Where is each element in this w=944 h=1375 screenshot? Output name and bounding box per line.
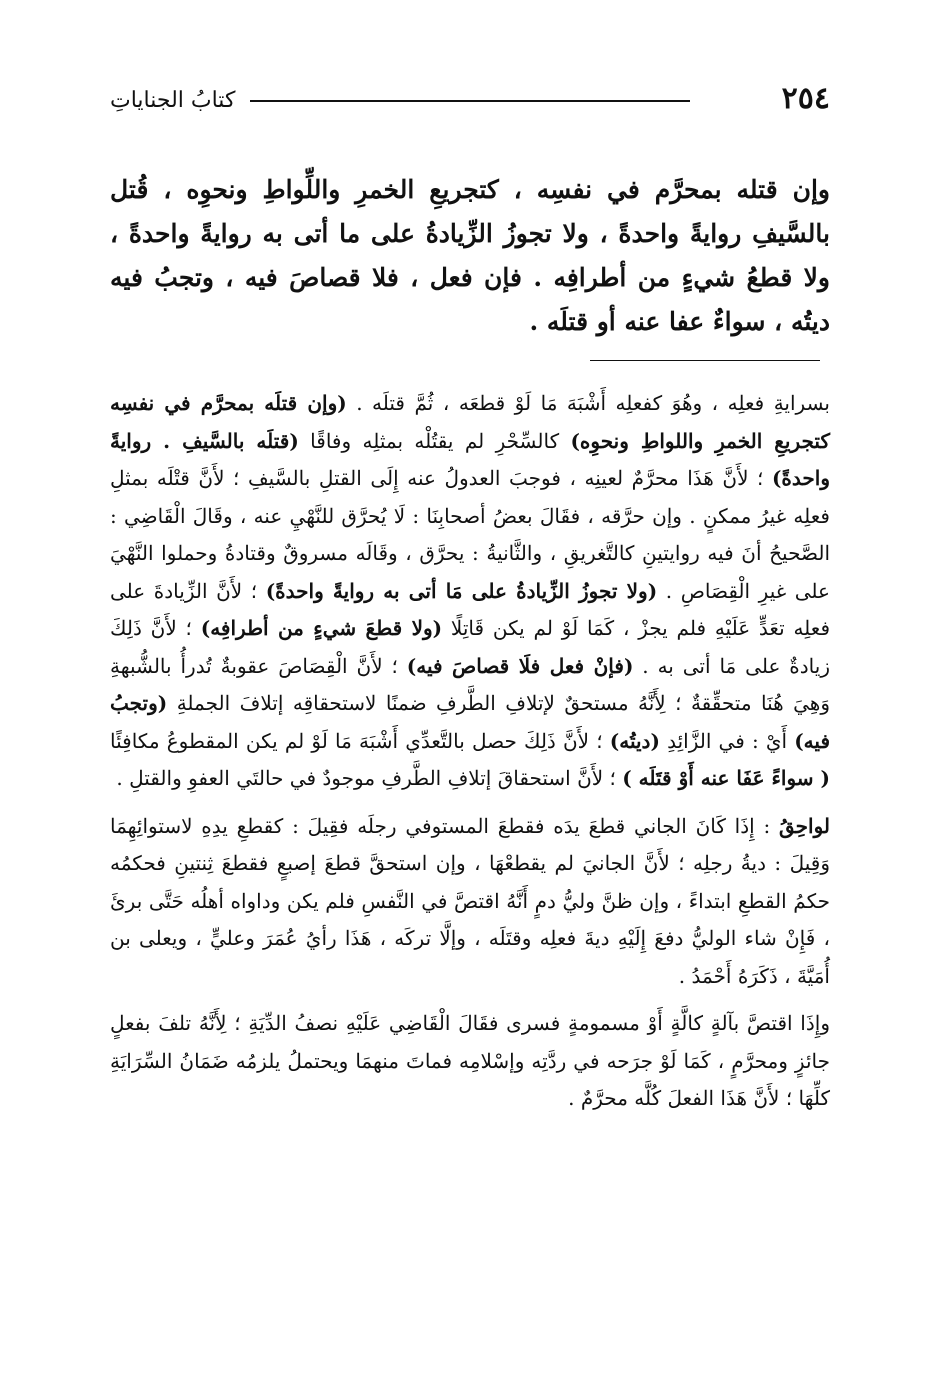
matn-quote: (ولا تجوزُ الزِّيادةُ على مَا أتى به روايةً واحدةً) bbox=[265, 578, 658, 603]
matn-quote: (ديتُه) bbox=[609, 728, 660, 753]
matn-quote: (وإن قتلَه بمحرَّم في نفسِه كتجريعِ الخمرِ واللواطِ ونحوِه) bbox=[110, 391, 830, 453]
commentary-text: ؛ لأَنَّ هَذَا محرَّمٌ لعينِه ، فوجبَ العدولُ عنه إِلَى القتلِ بالسَّيفِ ؛ لأَنَّ قتْلَه بمثلِ فعلِه غيرُ ممكنٍ . وإن حرَّقه ، فقَالَ بعضُ أصحابِنَا : لَا يُحرَّق للنَّهْيِ عنه ، وقَالَ الْقَاضِي : الصَّحيحُ أنَ فيه روايتينِ كالتَّغريقِ ، والثَّانيةُ : يحرَّق ، وقَالَه مسروقٌ وقتادةُ وحملوا النَّهْيَ على غيرِ الْقِصَاصِ . bbox=[110, 466, 830, 603]
commentary-text: بسرايةِ فعلِه ، وهُوَ كفعلِه أَشْبَهَ مَا لَوْ قطعَه ، ثُمَّ قتلَه . bbox=[346, 391, 830, 415]
sharh-text bbox=[110, 385, 830, 1128]
commentary-text: أَيْ : في الزَّائِدِ bbox=[659, 728, 795, 753]
matn-quote: (فإنْ فعل فلَا قصاصَ فيه) bbox=[406, 653, 634, 678]
sharh-paragraph-1 bbox=[110, 385, 830, 798]
sharh-paragraph-2 bbox=[110, 808, 830, 996]
commentary-text: ؛ لأَنَّ ذَلِكَ زيادةٌ على مَا أتى به . bbox=[110, 616, 830, 678]
matn-quote: (وتجبُ فيه) bbox=[110, 691, 830, 753]
footnote-separator bbox=[590, 360, 820, 361]
header-rule bbox=[250, 100, 690, 102]
matn-text bbox=[110, 168, 830, 344]
commentary-text: ؛ لأَنَّ ذَلِكَ حصل بالتَّعدِّي أَشْبَهَ مَا لَوْ لم يكن المقطوعُ مكافِئًا bbox=[110, 728, 610, 753]
commentary-text: ؛ لأَنَّ الْقِصَاصَ عقوبةٌ تُدرأُ بالشُّبهةِ وَهِيَ هُنَا متحقِّقةٌ ؛ لِأَنَّهُ مستحقٌ لإتلافِ الطَّرفِ ضمنًا لاستحقاقِه إتلافَ الجملةِ bbox=[110, 653, 830, 715]
sharh-paragraph-3: وإِذَا اقتصَّ بآلةٍ كالَّةٍ أَوْ مسمومةٍ فسرى فقَالَ الْقَاضِي عَلَيْهِ نصفُ الدِّيَةِ ؛ لِأَنَّهُ تلفَ بفعلٍ جائزٍ ومحرَّمٍ ، كَمَا لَوْ جرَحه في ردَّتِه وإسْلامِه فماتَ منهمَا ويحتملُ يلزمُه ضَمَانُ السِّرَايَةِ كلِّهَا ؛ لأَنَّ هَذَا الفعلَ كُلَّه محرَّمٌ . bbox=[110, 1011, 830, 1110]
matn-quote: (قتلَه بالسَّيفِ . روايةً واحدةً) bbox=[110, 428, 830, 490]
commentary-text: كالسِّحْرِ لم يقتُلْه بمثلِه وفاقًا bbox=[298, 428, 571, 453]
page-number: ٢٥٤ bbox=[781, 81, 830, 116]
commentary-text: ؛ لأَنَّ الزِّيادةَ على فعلِه تعَدٍّ عَلَيْهِ فلم يجزْ ، كَمَا لَوْ لم يكن قَاتِلًا bbox=[110, 578, 831, 640]
commentary-text: : إِذَا كَانَ الجاني قطعَ يدَه فقطعَ المستوفي رجلَه فقِيلَ : كقطعِ يدِهِ لاستوائِهِمَا وَقِيلَ : ديةُ رجلِه ؛ لأَنَّ الجانيَ لم يقطعْهَا ، وإن استحقَّ قطعَ إصبعٍ فقطعَ ثِنتينِ فحكمُه حكمُ القطعِ ابتداءً ، وإن ظنَّ وليُّ دمٍ أَنَّهُ اقتصَّ في النَّفسِ فلم يكن وداواه أهلُه حَتَّى برئَ ، فَإِنْ شاء الوليُّ دفعَ إِلَيْهِ ديةَ فعلِه وقتَلَه ، وإلَّا تركَه ، هَذَا رأيُ عُمَرَ وعليٍّ ، ويعلى بن أُمَيَّةَ ، ذَكَرَهُ أَحْمَدُ . bbox=[110, 813, 830, 988]
commentary-text: ؛ لأَنَّ استحقاقَ إتلافِ الطَّرفِ موجودٌ في حالتَي العفوِ والقتلِ . bbox=[116, 766, 623, 790]
matn-quote: ( سواءً عَفَا عنه أَوْ قتَلَه ) bbox=[622, 766, 830, 790]
page-header bbox=[110, 78, 830, 122]
matn-paragraph: وإن قتله بمحرَّم في نفسِه ، كتجريعِ الخمرِ واللِّواطِ ونحوِه ، قُتل بالسَّيفِ روايةً واحدةً ، ولا تجوزُ الزِّيادةُ على ما أتى به روايةً واحدةً ، ولا قطعُ شيءٍ من أطرافِه . فإن فعل ، فلا قصاصَ فيه ، وتجبُ فيه ديتُه ، سواءٌ عفا عنه أو قتلَه . bbox=[110, 175, 830, 336]
running-title: كتابُ الجناياتِ bbox=[110, 88, 236, 113]
matn-quote: (ولا قطعَ شيءٍ من أطرافِه) bbox=[200, 616, 443, 640]
matn-quote: لواحِقُ bbox=[778, 813, 830, 838]
